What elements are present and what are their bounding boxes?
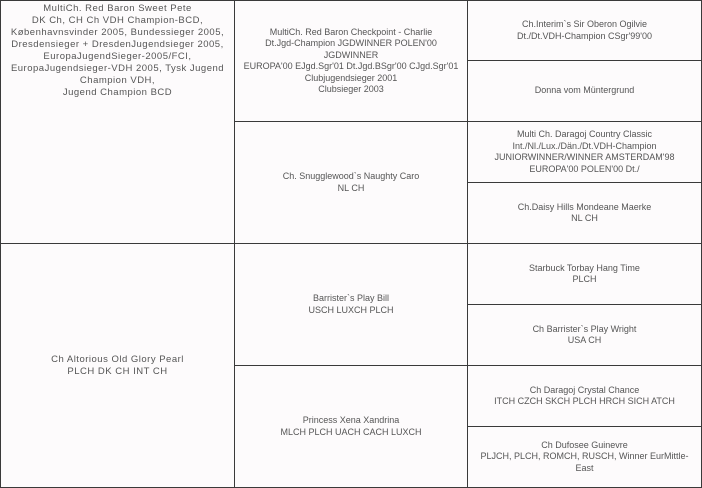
dds-cell [468,366,702,427]
sire-sire-cell [235,0,468,122]
sire-name: MultiCh. Red Baron Sweet Pete [43,3,192,14]
dsd-name: Ch Barrister`s Play Wright [532,323,637,334]
sire-dam-name: Ch. Snugglewood`s Naughty Caro [282,171,420,181]
ddd-name: Ch Dufosee Guinevre [541,439,628,450]
sds-titles: Int./Nl./Lux./Dän./Dt.VDH-Champion JUNIORWINNER/WINNER AMSTERDAM'98 EUROPA'00 POLEN'00 Dt./ [494,140,675,174]
sire-cell [0,0,235,244]
sire-titles: DK Ch, CH Ch VDH Champion-BCD, Københavnsvinder 2005, Bundessieger 2005, Dresdensieger + DresdenJugendsieger 2005, EuropaJugendSieger-2005/FCI, EuropaJugendsieger-VDH 2005, Tysk Jugend Champion VDH, Jugend Champion BCD [10,15,225,98]
sdd-titles: NL CH [571,213,598,223]
sss-cell [468,0,702,61]
sire-dam-cell [235,122,468,244]
dsd-cell [468,305,702,366]
dam-dam-name: Princess Xena Xandrina [302,415,400,425]
ddd-titles: PLJCH, PLCH, ROMCH, RUSCH, Winner EurMittle-East [480,451,689,473]
sire-dam-titles: NL CH [337,182,365,193]
sdd-cell [468,183,702,244]
dds-name: Ch Daragoj Crystal Chance [529,384,640,395]
dds-titles: ITCH CZCH SKCH PLCH HRCH SICH ATCH [494,396,675,406]
dsd-titles: USA CH [567,335,602,345]
dam-name: Ch Altorious Old Glory Pearl [51,353,184,365]
sire-sire-name: MultiCh. Red Baron Checkpoint - Charlie [269,26,433,37]
sss-name: Ch.Interim`s Sir Oberon Ogilvie [521,19,648,29]
dss-name: Starbuck Torbay Hang Time [529,262,640,273]
ddd-cell [468,427,702,488]
sire-sire-titles: Dt.Jgd-Champion JGDWINNER POLEN'00 JGDWINNER EUROPA'00 EJgd.Sgr'01 Dt.Jgd.BSgr'00 CJgd.Sgr'01 Clubjugendsieger 2001 Clubsieger 2003 [243,38,459,94]
dam-dam-titles: MLCH PLCH UACH CACH LUXCH [280,426,422,437]
dam-sire-name: Barrister`s Play Bill [312,293,389,303]
dam-sire-cell [235,244,468,366]
sds-cell [468,122,702,183]
ssd-name: Donna vom Müntergrund [534,85,635,96]
sss-titles: Dt./Dt.VDH-Champion CSgr'99'00 [517,30,652,41]
dss-titles: PLCH [572,274,597,284]
dam-dam-cell [235,366,468,488]
dam-cell [0,244,235,488]
ssd-cell [468,61,702,122]
sdd-name: Ch.Daisy Hills Mondeane Maerke [517,201,652,212]
dss-cell [468,244,702,305]
dam-titles: PLCH DK CH INT CH [67,365,168,377]
dam-sire-titles: USCH LUXCH PLCH [308,304,394,315]
sds-name: Multi Ch. Daragoj Country Classic [516,129,653,139]
